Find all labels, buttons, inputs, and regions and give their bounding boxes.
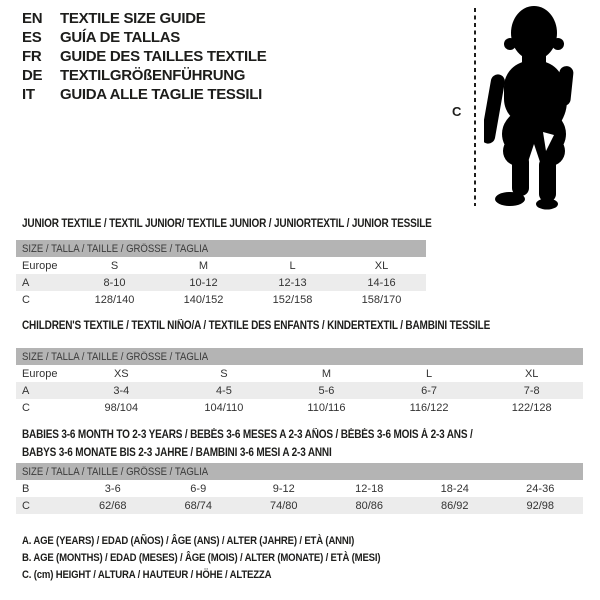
size-header-row: [16, 240, 426, 257]
list-item: [22, 28, 266, 47]
size-header-label: SIZE / TALLA / TAILLE / GRÖSSE / TAGLIA: [22, 242, 209, 255]
value-cell: 24-36: [526, 482, 555, 495]
row-label-cell: C: [16, 497, 70, 514]
table-row: [16, 291, 426, 308]
value-cell: 110/116: [307, 401, 346, 414]
value-cell: 18-24: [440, 482, 469, 495]
note-text: B. AGE (MONTHS) / EDAD (MESES) / ÂGE (MOIS) / ALTER (MONATE) / ETÀ (MESI): [22, 552, 381, 564]
size-header-bar: [16, 463, 583, 480]
note-text: A. AGE (YEARS) / EDAD (AÑOS) / ÂGE (ANS) / ALTER (JAHRE) / ETÀ (ANNI): [22, 535, 355, 547]
size-header-row: [16, 348, 583, 365]
row-label-cell: A: [16, 382, 70, 399]
lang-code: EN: [22, 10, 43, 27]
baby-silhouette-icon: [484, 4, 580, 210]
children-size-table: [16, 348, 583, 416]
table-title-text: BABIES 3-6 MONTH TO 2-3 YEARS / BEBÉS 3-6 MESES A 2-3 AÑOS / BÉBÉS 3-6 MOIS À 2-3 ANS /: [22, 429, 473, 441]
value-cell: 12-18: [355, 482, 384, 495]
table-title-text: CHILDREN'S TEXTILE / TEXTIL NIÑO/A / TEXTILE DES ENFANTS / KINDERTEXTIL / BAMBINI TESSILE: [22, 320, 491, 332]
value-cell: 14-16: [337, 274, 426, 291]
lang-title: TEXTILGRÖßENFÜHRUNG: [60, 67, 246, 84]
note-age-years: [22, 535, 434, 552]
note-text: C. (cm) HEIGHT / ALTURA / HAUTEUR / HÖHE / ALTEZZA: [22, 569, 272, 581]
size-cell: L: [289, 259, 296, 272]
height-dashed-line: [474, 8, 476, 206]
size-header-row: [16, 463, 583, 480]
value-cell: 6-7: [378, 382, 481, 399]
value-cell: 86/92: [412, 497, 498, 514]
size-cell: M: [321, 367, 332, 380]
table-title-line: [22, 426, 540, 444]
lang-title: GUÍA DE TALLAS: [60, 29, 180, 46]
value-cell: 62/68: [70, 497, 156, 514]
value-cell: 104/110: [204, 401, 244, 414]
note-age-months: [22, 552, 434, 569]
value-cell: 3-4: [70, 382, 173, 399]
value-cell: 128/140: [94, 293, 135, 306]
value-cell: 116/122: [409, 401, 449, 414]
row-label-cell: Europe: [22, 259, 58, 272]
lang-title: GUIDE DES TAILLES TEXTILE: [60, 48, 267, 65]
size-header-bar: [16, 240, 426, 257]
size-cell: S: [110, 259, 119, 272]
value-cell: 10-12: [159, 274, 248, 291]
size-cell: L: [426, 367, 433, 380]
value-cell: 74/80: [241, 497, 327, 514]
size-cell: XL: [524, 367, 539, 380]
value-cell: 80/86: [327, 497, 413, 514]
list-item: [22, 9, 266, 28]
lang-code: FR: [22, 48, 42, 65]
babies-table-title: [22, 426, 540, 462]
table-row: [16, 365, 583, 382]
lang-code: DE: [22, 67, 43, 84]
row-label-cell: C: [22, 293, 30, 306]
value-cell: 158/170: [361, 293, 402, 306]
row-label-cell: Europe: [22, 367, 58, 380]
value-cell: 122/128: [511, 401, 552, 414]
value-cell: 140/152: [183, 293, 224, 306]
lang-code: ES: [22, 29, 42, 46]
value-cell: 6-9: [190, 482, 207, 495]
list-item: [22, 85, 266, 104]
value-cell: 152/158: [272, 293, 313, 306]
table-row: [16, 257, 426, 274]
children-table-title: [22, 317, 560, 335]
size-cell: S: [220, 367, 228, 380]
size-cell: XS: [113, 367, 129, 380]
lang-title: GUIDA ALLE TAGLIE TESSILI: [60, 86, 262, 103]
list-item: [22, 66, 266, 85]
value-cell: 68/74: [156, 497, 242, 514]
value-cell: 9-12: [272, 482, 295, 495]
legend-notes: [22, 535, 434, 586]
lang-code: IT: [22, 86, 35, 103]
size-cell: M: [198, 259, 209, 272]
row-label-cell: C: [22, 401, 30, 414]
value-cell: 92/98: [498, 497, 584, 514]
value-cell: 7-8: [480, 382, 583, 399]
table-title-text: JUNIOR TEXTILE / TEXTIL JUNIOR/ TEXTILE JUNIOR / JUNIORTEXTIL / JUNIOR TESSILE: [22, 218, 432, 230]
value-cell: 4-5: [173, 382, 276, 399]
value-cell: 3-6: [104, 482, 121, 495]
value-cell: 12-13: [248, 274, 337, 291]
table-title-text: BABYS 3-6 MONATE BIS 2-3 JAHRE / BAMBINI 3-6 MESI A 2-3 ANNI: [22, 447, 332, 459]
table-title-line: [22, 444, 540, 462]
table-row: [16, 480, 583, 497]
list-item: [22, 47, 266, 66]
value-cell: 8-10: [70, 274, 159, 291]
size-header-bar: [16, 348, 583, 365]
value-cell: 98/104: [104, 401, 139, 414]
size-cell: XL: [374, 259, 389, 272]
row-label-cell: B: [22, 482, 30, 495]
table-row: [16, 274, 426, 291]
table-row: [16, 497, 583, 514]
size-header-label: SIZE / TALLA / TAILLE / GRÖSSE / TAGLIA: [22, 465, 209, 478]
language-title-list: [22, 9, 266, 104]
size-header-label: SIZE / TALLA / TAILLE / GRÖSSE / TAGLIA: [22, 350, 209, 363]
babies-size-table: [16, 463, 583, 514]
table-row: [16, 382, 583, 399]
value-cell: 5-6: [275, 382, 378, 399]
row-label-cell: A: [16, 274, 70, 291]
table-row: [16, 399, 583, 416]
junior-table-title: [22, 215, 493, 233]
height-label-c: C: [452, 104, 462, 119]
junior-size-table: [16, 240, 426, 308]
lang-title: TEXTILE SIZE GUIDE: [60, 10, 206, 27]
note-height-cm: [22, 569, 434, 586]
